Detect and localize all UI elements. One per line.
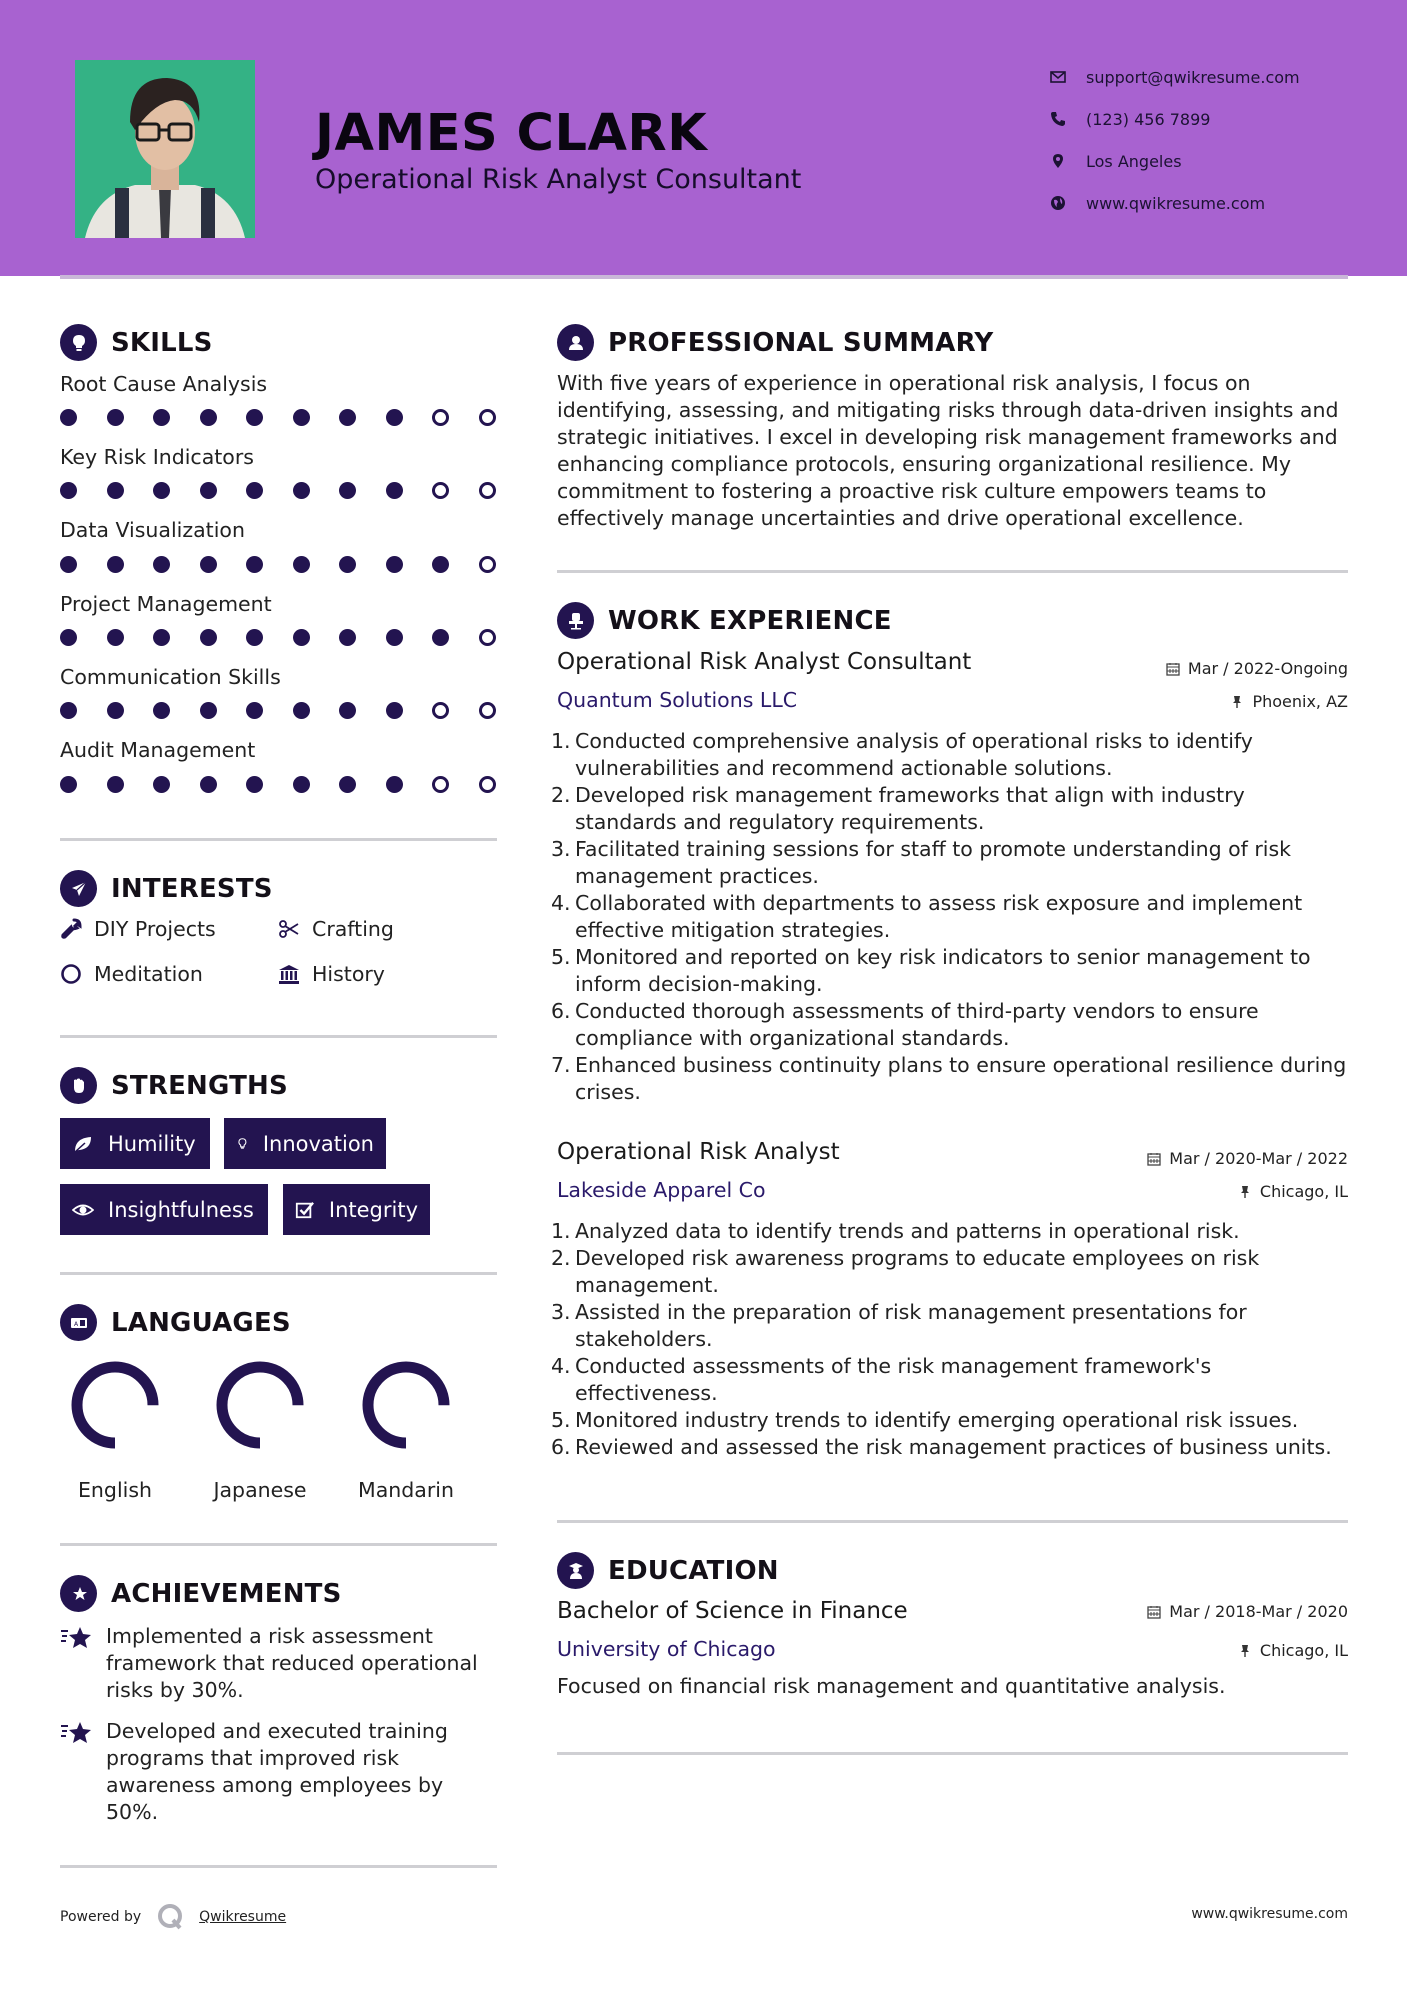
skill-dot-filled [60,776,77,793]
language-label: Mandarin [358,1478,454,1502]
skill-dot-filled [293,409,310,426]
job-bullet: 6. Reviewed and assessed the risk management practices of business units. [551,1435,1332,1459]
job-location [1230,692,1348,711]
skill-dot-filled [386,702,403,719]
strength-tag [60,1184,268,1235]
skill-dot-filled [432,556,449,573]
skill-dot-filled [153,482,170,499]
skill-dot-filled [153,556,170,573]
skill-dot-filled [339,556,356,573]
skill-dot-filled [246,702,263,719]
skill-label: Root Cause Analysis [60,372,268,396]
education-location [1238,1641,1348,1660]
strength-label: Insightfulness [108,1197,254,1222]
skill-label: Project Management [60,592,272,616]
skills-title: SKILLS [111,327,213,358]
section-divider [60,1865,497,1868]
achievement-item [60,1623,497,1704]
circle-icon [60,963,82,985]
section-divider [557,570,1348,573]
skill-rating [60,556,525,573]
languages-title: LANGUAGES [111,1307,291,1338]
skill-dot-filled [293,629,310,646]
strength-tag [224,1118,386,1169]
job-bullet: 5. Monitored and reported on key risk indicators to senior management to inform decision-making. [551,945,1311,996]
skill-dot-filled [60,409,77,426]
education-dates [1147,1602,1348,1621]
skill-dot-filled [153,629,170,646]
education-location-text: Chicago, IL [1259,1641,1348,1660]
job-bullet: 5. Monitored industry trends to identify emerging operational risk issues. [551,1408,1299,1432]
interests-heading [60,870,273,907]
envelope-icon [1050,69,1066,85]
job-bullet: 4. Collaborated with departments to assess risk exposure and implement effective mitigation strategies. [551,891,1303,942]
job-bullet: 2. Developed risk awareness programs to educate employees on risk management. [551,1246,1260,1297]
skill-rating [60,629,525,646]
calendar-icon [1147,1605,1161,1619]
raised-fist-icon [60,1067,97,1104]
job-company: Lakeside Apparel Co [557,1178,766,1202]
skills-heading [60,324,213,361]
skill-dot-filled [107,776,124,793]
skill-dot-empty [432,482,449,499]
skill-dot-filled [339,702,356,719]
skill-dot-filled [153,409,170,426]
graduate-icon [557,1552,594,1589]
paper-plane-icon [60,870,97,907]
skill-dot-filled [339,409,356,426]
job-title: Operational Risk Analyst [557,1139,840,1165]
skill-dot-filled [246,556,263,573]
candidate-title: Operational Risk Analyst Consultant [315,164,802,195]
job-bullets [551,728,1348,1106]
skill-dot-filled [60,556,77,573]
star-badge-icon [60,1575,97,1612]
job-bullet: 3. Facilitated training sessions for staff to promote understanding of risk management practices. [551,837,1292,888]
shooting-star-icon [60,1720,94,1746]
languages-heading [60,1304,291,1341]
shooting-star-icon [60,1625,94,1651]
skill-dot-empty [479,702,496,719]
interest-item [60,962,203,986]
school-name: University of Chicago [557,1637,776,1661]
achievement-text: Implemented a risk assessment framework that reduced operational risks by 30%. [106,1624,478,1702]
language-icon [60,1304,97,1341]
phone-icon [1050,111,1066,127]
contact-website-text: www.qwikresume.com [1086,193,1266,213]
language-label: English [77,1478,153,1502]
language-item [205,1360,315,1502]
skill-dot-filled [153,776,170,793]
job-dates-text: Mar / 2022-Ongoing [1187,659,1348,678]
summary-text: With five years of experience in operational risk analysis, I focus on identifying, assessing, and mitigating risks through data-driven insights and strategic initiatives. I excel in developing risk management frameworks and enhancing compliance protocols, ensuring organizational resilience. My commitment to fostering a proactive risk culture empowers teams to effectively manage uncertainties and drive operational excellence. [557,371,1339,530]
education-description: Focused on financial risk management and quantitative analysis. [557,1674,1226,1698]
resume-header [0,0,1407,276]
skill-dot-filled [339,482,356,499]
education-dates-text: Mar / 2018-Mar / 2020 [1169,1602,1348,1621]
strength-tag [60,1118,210,1169]
interest-item [60,917,216,941]
skill-dot-filled [293,556,310,573]
section-divider [60,838,497,841]
job-bullet: 1. Conducted comprehensive analysis of operational risks to identify vulnerabilities and recommend actionable solutions. [551,729,1253,780]
skill-dot-filled [200,776,217,793]
strengths-heading [60,1067,288,1104]
svg-text:A: A [73,1320,78,1328]
eye-icon [72,1199,94,1221]
skill-dot-filled [386,629,403,646]
section-divider [60,1035,497,1038]
skill-dot-filled [386,556,403,573]
skill-dot-filled [386,482,403,499]
job-location-text: Chicago, IL [1259,1182,1348,1201]
job-location-text: Phoenix, AZ [1252,692,1348,711]
job-company: Quantum Solutions LLC [557,688,798,712]
experience-title: WORK EXPERIENCE [608,605,892,636]
skill-dot-filled [246,409,263,426]
skill-dot-filled [107,556,124,573]
calendar-icon [1147,1152,1161,1166]
pushpin-icon [1238,1644,1252,1658]
skill-dot-filled [153,702,170,719]
footer-website-link[interactable]: www.qwikresume.com [1191,1906,1348,1922]
summary-title: PROFESSIONAL SUMMARY [608,327,994,358]
summary-heading [557,324,993,361]
skill-label: Data Visualization [60,518,245,542]
skill-rating [60,702,525,719]
header-divider [60,275,1348,279]
contact-email-text: support@qwikresume.com [1086,67,1300,87]
language-progress-ring [361,1360,451,1450]
interests-title: INTERESTS [111,873,273,904]
job-title: Operational Risk Analyst Consultant [557,649,972,675]
contact-phone[interactable] [1050,98,1300,140]
candidate-name: JAMES CLARK [315,104,708,163]
skill-dot-filled [339,629,356,646]
skill-dot-filled [386,409,403,426]
skill-dot-filled [107,409,124,426]
contact-website[interactable] [1050,182,1300,224]
job-bullet: 7. Enhanced business continuity plans to ensure operational resilience during crises. [551,1053,1347,1104]
strength-label: Integrity [328,1197,418,1222]
language-item [60,1360,170,1502]
job-bullet: 6. Conducted thorough assessments of third-party vendors to ensure compliance with organizational standards. [551,999,1259,1050]
skill-label: Communication Skills [60,665,281,689]
skill-dot-empty [432,776,449,793]
skill-label: Audit Management [60,738,256,762]
skill-dot-filled [293,482,310,499]
lightbulb-icon [236,1133,249,1155]
skill-dot-filled [200,482,217,499]
powered-by-label: Powered by [60,1909,142,1925]
calendar-icon [1166,662,1180,676]
language-label: Japanese [213,1478,307,1502]
checkbox-icon [295,1199,315,1221]
skill-dot-filled [200,556,217,573]
scissors-icon [278,918,300,940]
skill-dot-filled [200,702,217,719]
skill-dot-filled [60,629,77,646]
skill-dot-empty [479,776,496,793]
section-divider [60,1272,497,1275]
lightbulb-icon [60,324,97,361]
skill-dot-filled [107,629,124,646]
language-item [351,1360,461,1502]
job-bullet: 1. Analyzed data to identify trends and patterns in operational risk. [551,1219,1240,1243]
experience-heading [557,602,892,639]
interest-item [278,962,385,986]
strength-label: Innovation [262,1131,374,1156]
skill-label: Key Risk Indicators [60,445,254,469]
job-bullet: 2. Developed risk management frameworks that align with industry standards and regulatory requirements. [551,783,1245,834]
job-bullet: 3. Assisted in the preparation of risk management presentations for stakeholders. [551,1300,1247,1351]
pushpin-icon [1230,695,1244,709]
skill-dot-filled [432,629,449,646]
skill-dot-filled [200,629,217,646]
skill-dot-empty [432,409,449,426]
contact-email[interactable] [1050,56,1300,98]
interest-label: History [312,962,385,986]
skill-dot-filled [200,409,217,426]
skill-dot-filled [339,776,356,793]
strengths-title: STRENGTHS [111,1070,288,1101]
wrench-icon [60,918,82,940]
skill-dot-empty [479,409,496,426]
language-progress-ring [215,1360,305,1450]
skill-dot-empty [479,556,496,573]
skill-dot-filled [60,702,77,719]
skill-rating [60,482,525,499]
achievement-item [60,1718,497,1826]
achievement-text: Developed and executed training programs that improved risk awareness among employees by 50%. [106,1719,448,1824]
section-divider [557,1520,1348,1523]
skill-dot-filled [107,702,124,719]
bank-icon [278,963,300,985]
job-dates [1166,659,1348,678]
globe-icon [1050,195,1066,211]
section-divider [557,1752,1348,1755]
interest-label: Meditation [94,962,203,986]
strength-tag [283,1184,430,1235]
skill-dot-filled [107,482,124,499]
strength-label: Humility [108,1131,196,1156]
contact-list [1050,56,1300,224]
pushpin-icon [1238,1185,1252,1199]
qwikresume-logo-icon [155,1902,185,1932]
education-heading [557,1552,779,1589]
skill-dot-filled [293,702,310,719]
contact-location-text: Los Angeles [1086,151,1182,171]
profile-photo [75,60,255,238]
skill-dot-filled [293,776,310,793]
skill-dot-filled [246,482,263,499]
skill-dot-filled [246,776,263,793]
section-divider [60,1543,497,1546]
skill-dot-empty [479,629,496,646]
contact-location [1050,140,1300,182]
map-marker-icon [1050,153,1066,169]
qwikresume-link[interactable]: Qwikresume [199,1909,287,1925]
skill-dot-filled [60,482,77,499]
language-progress-ring [70,1360,160,1450]
job-dates [1147,1149,1348,1168]
skill-dot-empty [479,482,496,499]
skill-dot-filled [246,629,263,646]
interest-label: DIY Projects [94,917,216,941]
interest-label: Crafting [312,917,394,941]
education-title: EDUCATION [608,1555,779,1586]
achievements-title: ACHIEVEMENTS [111,1578,342,1609]
office-chair-icon [557,602,594,639]
skill-rating [60,409,525,426]
skill-dot-empty [432,702,449,719]
user-icon [557,324,594,361]
achievements-heading [60,1575,342,1612]
job-dates-text: Mar / 2020-Mar / 2022 [1169,1149,1348,1168]
job-bullets [551,1218,1348,1461]
job-bullet: 4. Conducted assessments of the risk management framework's effectiveness. [551,1354,1212,1405]
skill-rating [60,776,525,793]
skill-dot-filled [386,776,403,793]
job-location [1238,1182,1348,1201]
degree-title: Bachelor of Science in Finance [557,1598,908,1624]
interest-item [278,917,394,941]
contact-phone-text: (123) 456 7899 [1086,109,1211,129]
person-portrait-icon [75,60,255,238]
leaf-icon [72,1133,94,1155]
footer-powered-by [60,1902,286,1932]
